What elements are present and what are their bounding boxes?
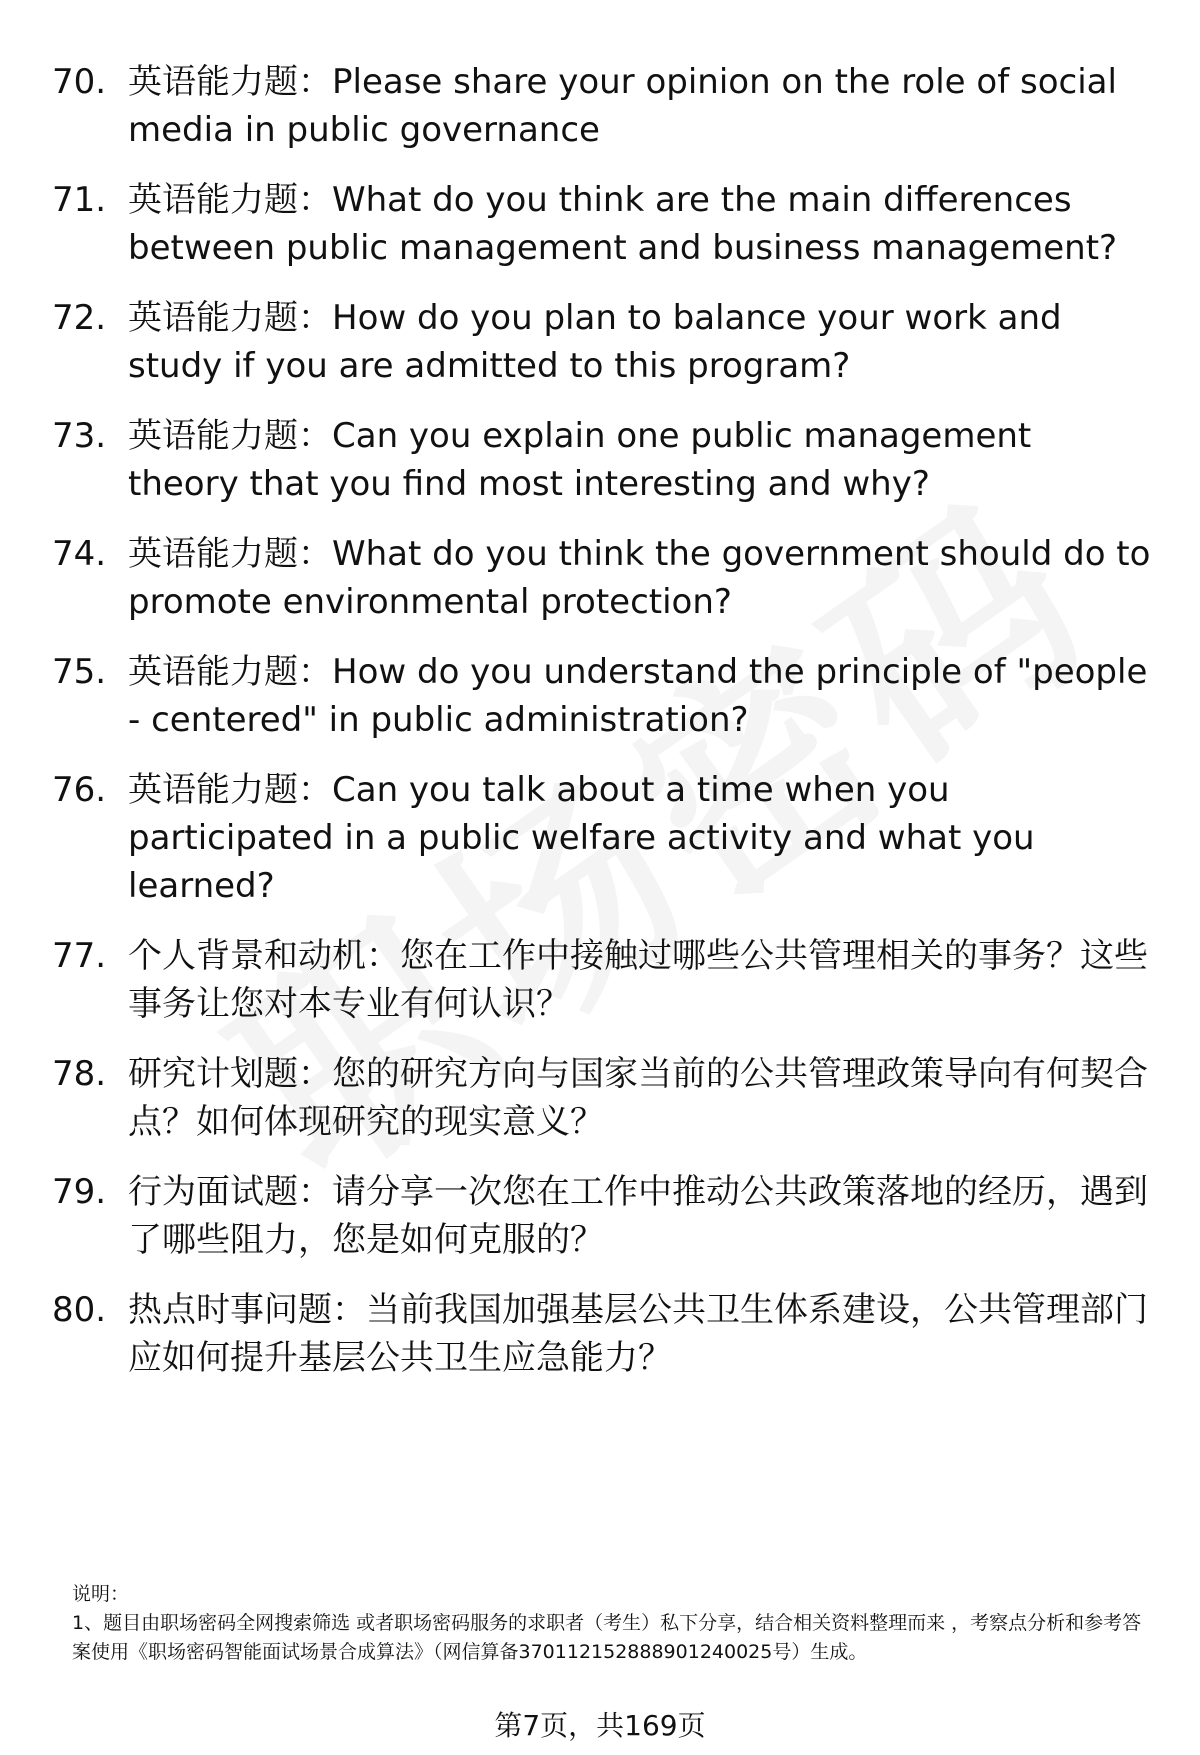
question-item <box>52 294 1152 390</box>
question-number: 75. <box>52 652 107 692</box>
question-text: 英语能力题：Can you explain one public management theory that you find most interesting and why? <box>128 416 1032 504</box>
question-item <box>52 412 1152 508</box>
note-heading: 说明： <box>72 1583 130 1605</box>
question-list <box>52 58 1152 1382</box>
question-text: 研究计划题：您的研究方向与国家当前的公共管理政策导向有何契合点？如何体现研究的现实意义？ <box>128 1054 1148 1142</box>
question-item <box>52 1286 1152 1382</box>
question-item <box>52 1050 1152 1146</box>
question-item <box>52 58 1152 154</box>
question-item <box>52 176 1152 272</box>
question-number: 74. <box>52 534 107 574</box>
question-text: 英语能力题：Can you talk about a time when you participated in a public welfare activity and what you learned? <box>128 770 1035 906</box>
question-number: 77. <box>52 936 107 976</box>
question-number: 78. <box>52 1054 107 1094</box>
question-number: 76. <box>52 770 107 810</box>
question-number: 72. <box>52 298 107 338</box>
question-item <box>52 1168 1152 1264</box>
question-text: 英语能力题：How do you understand the principle of "people - centered" in public administration? <box>128 652 1148 740</box>
question-item <box>52 648 1152 744</box>
question-number: 73. <box>52 416 107 456</box>
question-text: 行为面试题：请分享一次您在工作中推动公共政策落地的经历，遇到了哪些阻力，您是如何克服的？ <box>128 1172 1148 1260</box>
question-text: 英语能力题：Please share your opinion on the role of social media in public governance <box>128 62 1117 150</box>
question-text: 英语能力题：What do you think are the main differences between public management and business management? <box>128 180 1118 268</box>
question-text: 个人背景和动机：您在工作中接触过哪些公共管理相关的事务？这些事务让您对本专业有何认识？ <box>128 936 1148 1024</box>
note-body: 1、题目由职场密码全网搜索筛选 或者职场密码服务的求职者（考生）私下分享，结合相关资料整理而来 ，考察点分析和参考答案使用《职场密码智能面试场景合成算法》（网信算备370112152888901240025号）生成。 <box>72 1612 1142 1663</box>
question-number: 79. <box>52 1172 107 1212</box>
question-text: 热点时事问题：当前我国加强基层公共卫生体系建设，公共管理部门应如何提升基层公共卫生应急能力？ <box>128 1290 1148 1378</box>
question-text: 英语能力题：How do you plan to balance your work and study if you are admitted to this program? <box>128 298 1062 386</box>
question-item <box>52 932 1152 1028</box>
disclaimer-note <box>72 1580 1152 1667</box>
question-number: 70. <box>52 62 107 102</box>
question-text: 英语能力题：What do you think the government should do to promote environmental protection? <box>128 534 1151 622</box>
question-number: 71. <box>52 180 107 220</box>
page-indicator: 第7页，共169页 <box>494 1709 706 1742</box>
question-item <box>52 530 1152 626</box>
question-number: 80. <box>52 1290 107 1330</box>
question-item <box>52 766 1152 910</box>
